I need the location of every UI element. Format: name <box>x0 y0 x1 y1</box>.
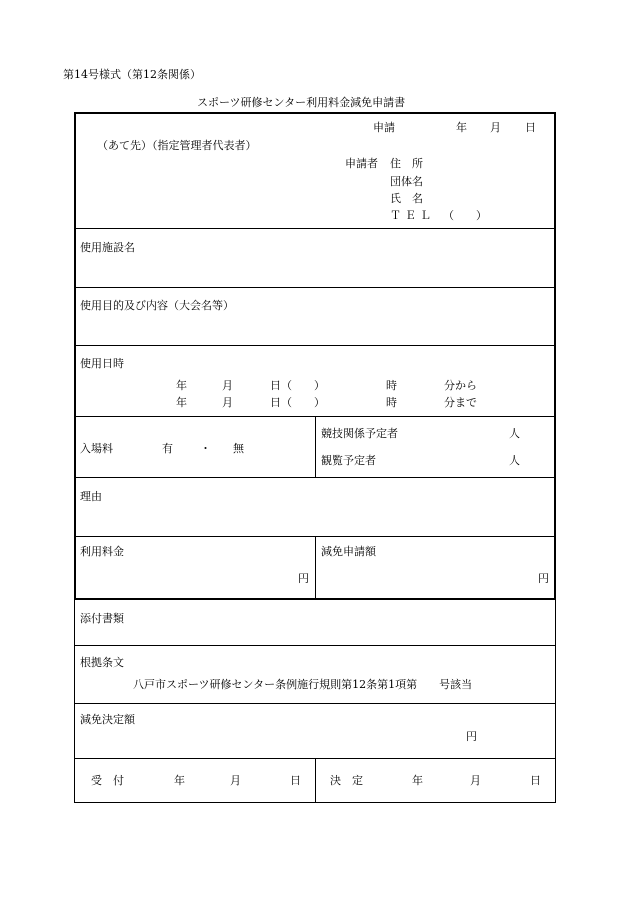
received-month-label: 月 <box>230 774 241 787</box>
decision-amount-label: 減免決定額 <box>80 713 135 726</box>
attachments-label: 添付書類 <box>80 612 124 625</box>
applicant-section-frame <box>74 112 556 600</box>
admission-separator: ・ <box>200 442 211 455</box>
admission-no: 無 <box>233 442 244 455</box>
basis-text: 八戸市スポーツ研修センター条例施行規則第12条第1項第 号該当 <box>133 678 473 691</box>
start-from-label: 分から <box>444 379 477 392</box>
spectators-label: 観覧予定者 <box>321 454 376 467</box>
datetime-label: 使用日時 <box>80 357 124 370</box>
admission-label: 入場料 <box>80 442 113 455</box>
decision-amount-yen: 円 <box>466 730 477 743</box>
applicant-label: 申請者 <box>345 157 378 170</box>
application-date-label: 申請 <box>373 121 395 134</box>
addressee-label: （あて先）（指定管理者代表者） <box>97 139 257 152</box>
form-number: 第14号様式（第12条関係） <box>63 68 201 81</box>
end-hour-label: 時 <box>386 396 397 409</box>
application-day-label: 日 <box>525 121 536 134</box>
start-hour-label: 時 <box>386 379 397 392</box>
athletes-unit: 人 <box>509 427 520 440</box>
end-until-label: 分まで <box>444 396 477 409</box>
facility-label: 使用施設名 <box>80 241 135 254</box>
tel-label: ＴＥＬ <box>390 209 435 222</box>
spectators-unit: 人 <box>509 454 520 467</box>
fee-label: 利用料金 <box>80 545 124 558</box>
start-year-label: 年 <box>176 379 187 392</box>
admission-yes: 有 <box>162 442 173 455</box>
received-label: 受 付 <box>91 774 124 787</box>
name-label: 氏 名 <box>390 192 423 205</box>
decision-month-label: 月 <box>470 774 481 787</box>
basis-label: 根拠条文 <box>80 656 124 669</box>
end-month-label: 月 <box>222 396 233 409</box>
purpose-label: 使用目的及び内容（大会名等） <box>80 299 234 312</box>
tel-parens: （ ） <box>443 209 487 222</box>
decision-label: 決 定 <box>330 774 363 787</box>
decision-day-label: 日 <box>530 774 541 787</box>
received-year-label: 年 <box>174 774 185 787</box>
end-year-label: 年 <box>176 396 187 409</box>
reduction-request-label: 減免申請額 <box>321 545 376 558</box>
decision-year-label: 年 <box>412 774 423 787</box>
form-title: スポーツ研修センター利用料金減免申請書 <box>197 96 406 109</box>
fee-yen: 円 <box>298 572 309 585</box>
athletes-label: 競技関係予定者 <box>321 427 398 440</box>
application-month-label: 月 <box>490 121 501 134</box>
received-day-label: 日 <box>290 774 301 787</box>
end-day-label: 日（ ） <box>270 396 325 409</box>
start-day-label: 日（ ） <box>270 379 325 392</box>
reduction-request-yen: 円 <box>538 572 549 585</box>
address-label: 住 所 <box>390 157 423 170</box>
organization-label: 団体名 <box>390 175 423 188</box>
start-month-label: 月 <box>222 379 233 392</box>
application-year-label: 年 <box>456 121 467 134</box>
reason-label: 理由 <box>80 490 102 503</box>
